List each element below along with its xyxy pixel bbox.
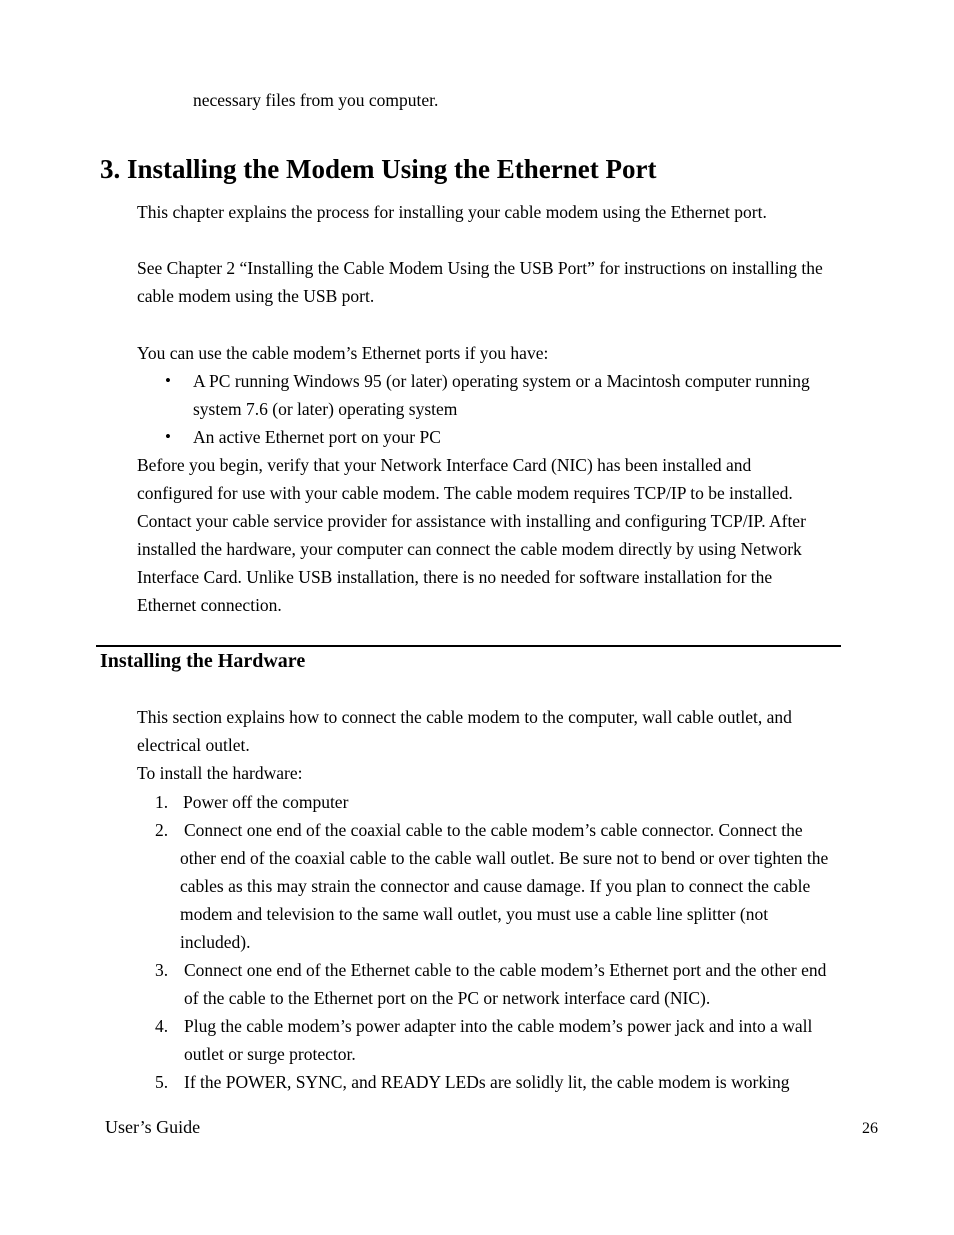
step-number: 4. <box>155 1016 169 1036</box>
before-begin-line-1: Before you begin, verify that your Network Interface Card (NIC) has been installed and <box>137 455 752 475</box>
step-3-line-1: Connect one end of the Ethernet cable to the cable modem’s Ethernet port and the other end <box>184 960 827 980</box>
hardware-intro-line-2: electrical outlet. <box>137 735 250 755</box>
step-2-line-1: Connect one end of the coaxial cable to the cable modem’s cable connector. Connect the <box>184 820 803 840</box>
step-number: 3. <box>155 960 169 980</box>
step-number: 2. <box>155 820 169 840</box>
to-install-label: To install the hardware: <box>137 763 303 783</box>
bullet-icon: • <box>165 427 171 446</box>
step-2-line-4: modem and television to the same wall outlet, you must use a cable line splitter (not <box>180 904 769 924</box>
before-begin-line-4: installed the hardware, your computer can connect the cable modem directly by using Network <box>137 539 802 559</box>
step-number: 1. <box>155 792 169 812</box>
before-begin-line-3: Contact your cable service provider for assistance with installing and configuring TCP/IP. After <box>137 511 806 531</box>
step-2-line-5: included). <box>180 932 251 952</box>
see-chapter-line-2: cable modem using the USB port. <box>137 286 375 306</box>
page-number: 26 <box>862 1120 878 1137</box>
bullet-icon: • <box>165 371 171 390</box>
before-begin-line-2: configured for use with your cable modem. The cable modem requires TCP/IP to be installed. <box>137 483 793 503</box>
see-chapter-line-1: See Chapter 2 “Installing the Cable Modem Using the USB Port” for instructions on installing the <box>137 258 823 278</box>
step-5-line-1: If the POWER, SYNC, and READY LEDs are solidly lit, the cable modem is working <box>184 1072 790 1092</box>
bullet-1-line-1: A PC running Windows 95 (or later) operating system or a Macintosh computer running <box>193 371 810 391</box>
requirements-intro: You can use the cable modem’s Ethernet ports if you have: <box>137 343 549 363</box>
section-divider <box>96 645 841 647</box>
step-3-line-2: of the cable to the Ethernet port on the PC or network interface card (NIC). <box>184 988 711 1008</box>
step-1-line-1: Power off the computer <box>183 792 349 812</box>
step-2-line-2: other end of the coaxial cable to the cable wall outlet. Be sure not to bend or over tighten the <box>180 848 829 868</box>
intro-paragraph: This chapter explains the process for installing your cable modem using the Ethernet port. <box>137 202 767 222</box>
footer-title: User’s Guide <box>105 1117 201 1137</box>
step-4-line-2: outlet or surge protector. <box>184 1044 356 1064</box>
section-title: 3. Installing the Modem Using the Ethernet Port <box>100 154 657 184</box>
hardware-intro-line-1: This section explains how to connect the cable modem to the computer, wall cable outlet, and <box>137 707 792 727</box>
continuation-text: necessary files from you computer. <box>193 90 439 110</box>
bullet-2-line-1: An active Ethernet port on your PC <box>193 427 441 447</box>
before-begin-line-5: Interface Card. Unlike USB installation, there is no needed for software installation for the <box>137 567 773 587</box>
before-begin-line-6: Ethernet connection. <box>137 595 282 615</box>
step-2-line-3: cables as this may strain the connector and cause damage. If you plan to connect the cable <box>180 876 811 896</box>
hardware-heading: Installing the Hardware <box>100 650 306 672</box>
step-4-line-1: Plug the cable modem’s power adapter into the cable modem’s power jack and into a wall <box>184 1016 813 1036</box>
bullet-1-line-2: system 7.6 (or later) operating system <box>193 399 458 419</box>
step-number: 5. <box>155 1072 169 1092</box>
